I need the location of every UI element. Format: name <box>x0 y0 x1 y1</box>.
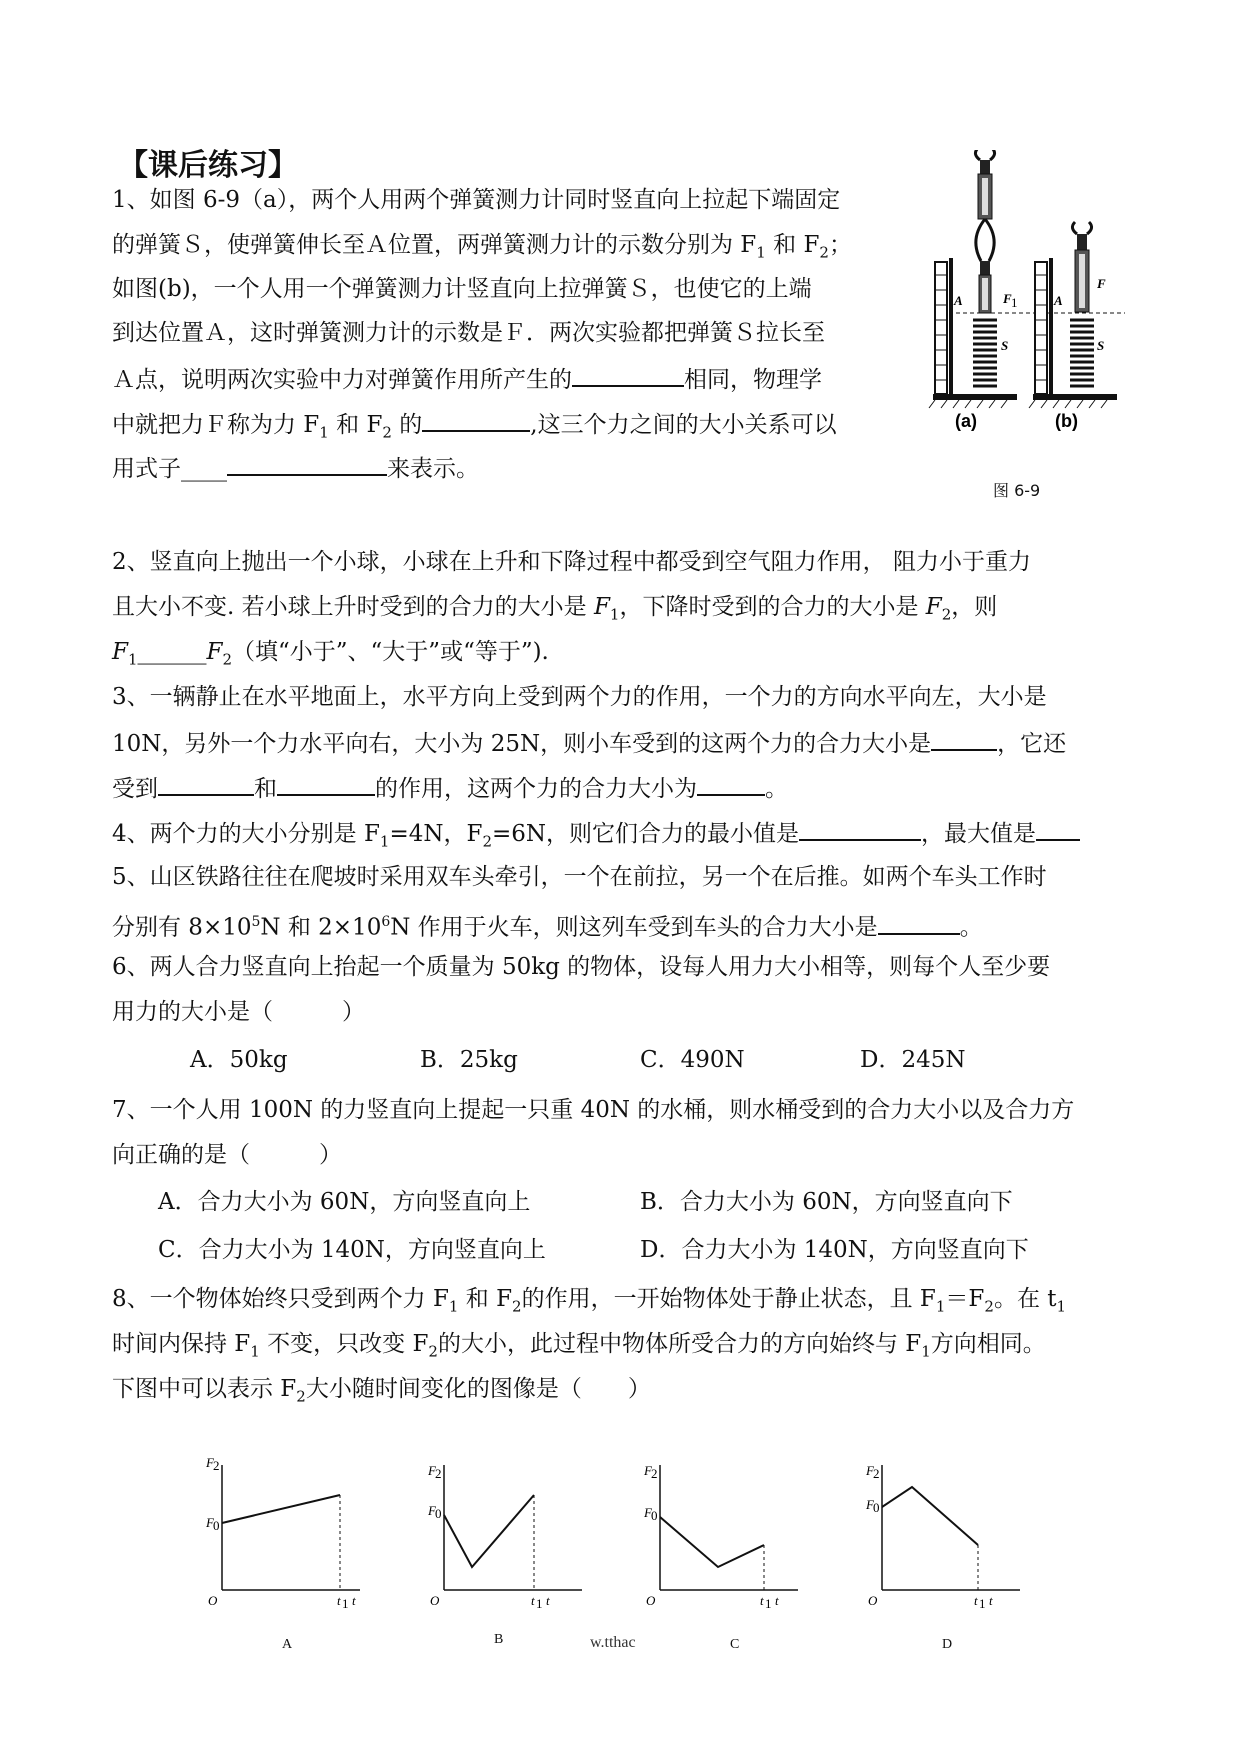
q2-line-3: $F_1\_\_\_\_\_\_F_2$（填“小于”、“大于”或“等于”). <box>112 639 549 669</box>
q3-line-3: 受到 和 的作用，这两个力的合力大小为 。 <box>112 770 788 806</box>
svg-text:F: F <box>206 1515 214 1530</box>
svg-text:F: F <box>644 1505 652 1520</box>
svg-text:A: A <box>954 293 963 308</box>
q1-line-4: 到达位置Ａ，这时弹簧测力计的示数是Ｆ．两次实验都把弹簧Ｓ拉长至 <box>112 320 825 346</box>
answer-blank-9[interactable] <box>1036 815 1080 841</box>
answer-blank-10[interactable] <box>878 909 960 935</box>
svg-text:F: F <box>206 1455 214 1470</box>
svg-text:A: A <box>1054 293 1063 308</box>
q1-line-2: 的弹簧Ｓ，使弹簧伸长至Ａ位置，两弹簧测力计的示数分别为 $F_1$ 和 $F_2$； <box>112 232 852 262</box>
q1-line-1: 1、如图 6-9（a），两个人用两个弹簧测力计同时竖直向上拉起下端固定 <box>112 187 841 213</box>
svg-text:t: t <box>989 1593 993 1608</box>
figure-6-9 <box>925 150 1125 455</box>
q6-line-2: 用力的大小是（ ） <box>112 999 365 1025</box>
q5-line-1: 5、山区铁路往往在爬坡时采用双车头牵引，一个在前拉，另一个在后推。如两个车头工作时 <box>112 864 1047 890</box>
page-title: 【课后练习】 <box>118 148 298 183</box>
svg-text:2: 2 <box>873 1466 880 1481</box>
q1-line-3: 如图(b)，一个人用一个弹簧测力计竖直向上拉弹簧Ｓ，也使它的上端 <box>112 276 812 302</box>
svg-text:t: t <box>546 1593 550 1608</box>
svg-text:O: O <box>646 1593 656 1608</box>
svg-text:0: 0 <box>435 1506 442 1521</box>
svg-text:2: 2 <box>435 1466 442 1481</box>
svg-text:F: F <box>866 1497 874 1512</box>
svg-text:1: 1 <box>979 1596 986 1611</box>
q5-line-2: 分别有 $8\times 10^5N$ 和 $2\times 10^6N$ 作用于火车，则这列车受到车头的合力大小是 。 <box>112 905 983 945</box>
svg-text:t: t <box>974 1593 978 1608</box>
answer-blank-5[interactable] <box>158 770 254 796</box>
svg-text:F: F <box>428 1503 436 1518</box>
q6-line-1: 6、两人合力竖直向上抬起一个质量为 50kg 的物体，设每人用力大小相等，则每个人至少要 <box>112 954 1051 980</box>
svg-text:2: 2 <box>213 1458 220 1473</box>
q7-line-2: 向正确的是（ ） <box>112 1142 342 1168</box>
answer-blank-6[interactable] <box>277 770 375 796</box>
svg-text:1: 1 <box>765 1596 772 1611</box>
q8-line-1: 8、一个物体始终只受到两个力 $F_1$ 和 $F_2$的作用，一开始物体处于静止状态，且 $F_1=F_2$。在 $t_1$ <box>112 1286 1067 1316</box>
svg-text:0: 0 <box>213 1518 220 1533</box>
q1-line-6: 中就把力Ｆ称为力 $F_1$ 和 $F_2$ 的 ,这三个力之间的大小关系可以 <box>112 406 837 450</box>
watermark-text: w.tthac <box>590 1634 636 1651</box>
svg-text:F: F <box>1003 291 1012 306</box>
q7-option-b[interactable]: B．合力大小为 60N，方向竖直向下 <box>640 1189 1013 1215</box>
graph-label-b[interactable]: B <box>494 1632 504 1647</box>
answer-blank-1[interactable] <box>572 361 684 387</box>
figure-a-apparatus <box>929 150 1125 408</box>
q8-line-2: 时间内保持 $F_1$ 不变，只改变 $F_2$的大小，此过程中物体所受合力的方向始终与 $F_1$方向相同。 <box>112 1331 1046 1361</box>
svg-text:0: 0 <box>651 1508 658 1523</box>
svg-text:O: O <box>430 1593 440 1608</box>
svg-text:1: 1 <box>1011 295 1018 310</box>
svg-text:S: S <box>1097 338 1105 353</box>
svg-text:O: O <box>208 1593 218 1608</box>
q2-line-2: 且大小不变. 若小球上升时受到的合力的大小是 $F_1$，下降时受到的合力的大小是 $F_2$，则 <box>112 594 998 624</box>
q8-line-3: 下图中可以表示 $F_2$大小随时间变化的图像是（ ） <box>112 1376 651 1406</box>
graph-label-c[interactable]: C <box>730 1637 740 1652</box>
svg-text:1: 1 <box>342 1596 349 1611</box>
graph-c <box>643 1463 798 1611</box>
q3-line-1: 3、一辆静止在水平地面上，水平方向上受到两个力的作用，一个力的方向水平向左，大小是 <box>112 684 1047 710</box>
svg-text:S: S <box>1001 338 1009 353</box>
q6-option-c[interactable]: C．490N <box>640 1047 745 1073</box>
svg-text:t: t <box>352 1593 356 1608</box>
svg-text:1: 1 <box>536 1596 543 1611</box>
q6-option-b[interactable]: B．25kg <box>420 1047 518 1073</box>
answer-blank-4[interactable] <box>931 725 997 751</box>
answer-blank-3[interactable] <box>227 450 387 476</box>
svg-text:F: F <box>1097 276 1106 291</box>
svg-text:O: O <box>868 1593 878 1608</box>
q2-line-1: 2、竖直向上抛出一个小球，小球在上升和下降过程中都受到空气阻力作用， 阻力小于重力 <box>112 549 1031 575</box>
svg-text:t: t <box>531 1593 535 1608</box>
answer-blank-2[interactable] <box>422 406 530 432</box>
svg-text:F: F <box>866 1463 874 1478</box>
graph-a <box>205 1455 360 1611</box>
svg-text:t: t <box>775 1593 779 1608</box>
graph-d <box>865 1463 1020 1611</box>
q6-option-d[interactable]: D．245N <box>860 1047 966 1073</box>
q6-option-a[interactable]: A．50kg <box>190 1047 288 1073</box>
svg-text:F: F <box>644 1463 652 1478</box>
answer-blank-8[interactable] <box>799 815 921 841</box>
q7-option-a[interactable]: A．合力大小为 60N，方向竖直向上 <box>158 1189 531 1215</box>
svg-text:2: 2 <box>651 1466 658 1481</box>
graph-label-d[interactable]: D <box>942 1637 953 1652</box>
q1-line-7: 用式子____ 来表示。 <box>112 450 479 486</box>
q7-line-1: 7、一个人用 100N 的力竖直向上提起一只重 40N 的水桶，则水桶受到的合力大小以及合力方 <box>112 1097 1075 1123</box>
q1-line-5: Ａ点，说明两次实验中力对弹簧作用所产生的 相同，物理学 <box>112 361 822 397</box>
figure-b-apparatus <box>1029 222 1117 408</box>
figure-caption: 图 6-9 <box>993 481 1041 500</box>
graph-options <box>200 1455 1040 1625</box>
graph-label-a[interactable]: A <box>282 1637 293 1652</box>
answer-blank-7[interactable] <box>697 770 765 796</box>
graph-b <box>427 1463 582 1611</box>
q7-option-c[interactable]: C．合力大小为 140N，方向竖直向上 <box>158 1237 546 1263</box>
q4-line-1: 4、两个力的大小分别是 $F_1=4N$，$F_2=6N$，则它们合力的最小值是 ，最大值是 <box>112 815 1080 859</box>
q3-line-2: 10N，另外一个力水平向右，大小为 25N，则小车受到的这两个力的合力大小是 ，它还 <box>112 725 1066 761</box>
svg-text:(a): (a) <box>955 411 977 431</box>
svg-text:0: 0 <box>873 1500 880 1515</box>
svg-text:F: F <box>428 1463 436 1478</box>
svg-text:t: t <box>337 1593 341 1608</box>
svg-text:(b): (b) <box>1055 411 1078 431</box>
q7-option-d[interactable]: D．合力大小为 140N，方向竖直向下 <box>640 1237 1029 1263</box>
svg-text:t: t <box>760 1593 764 1608</box>
